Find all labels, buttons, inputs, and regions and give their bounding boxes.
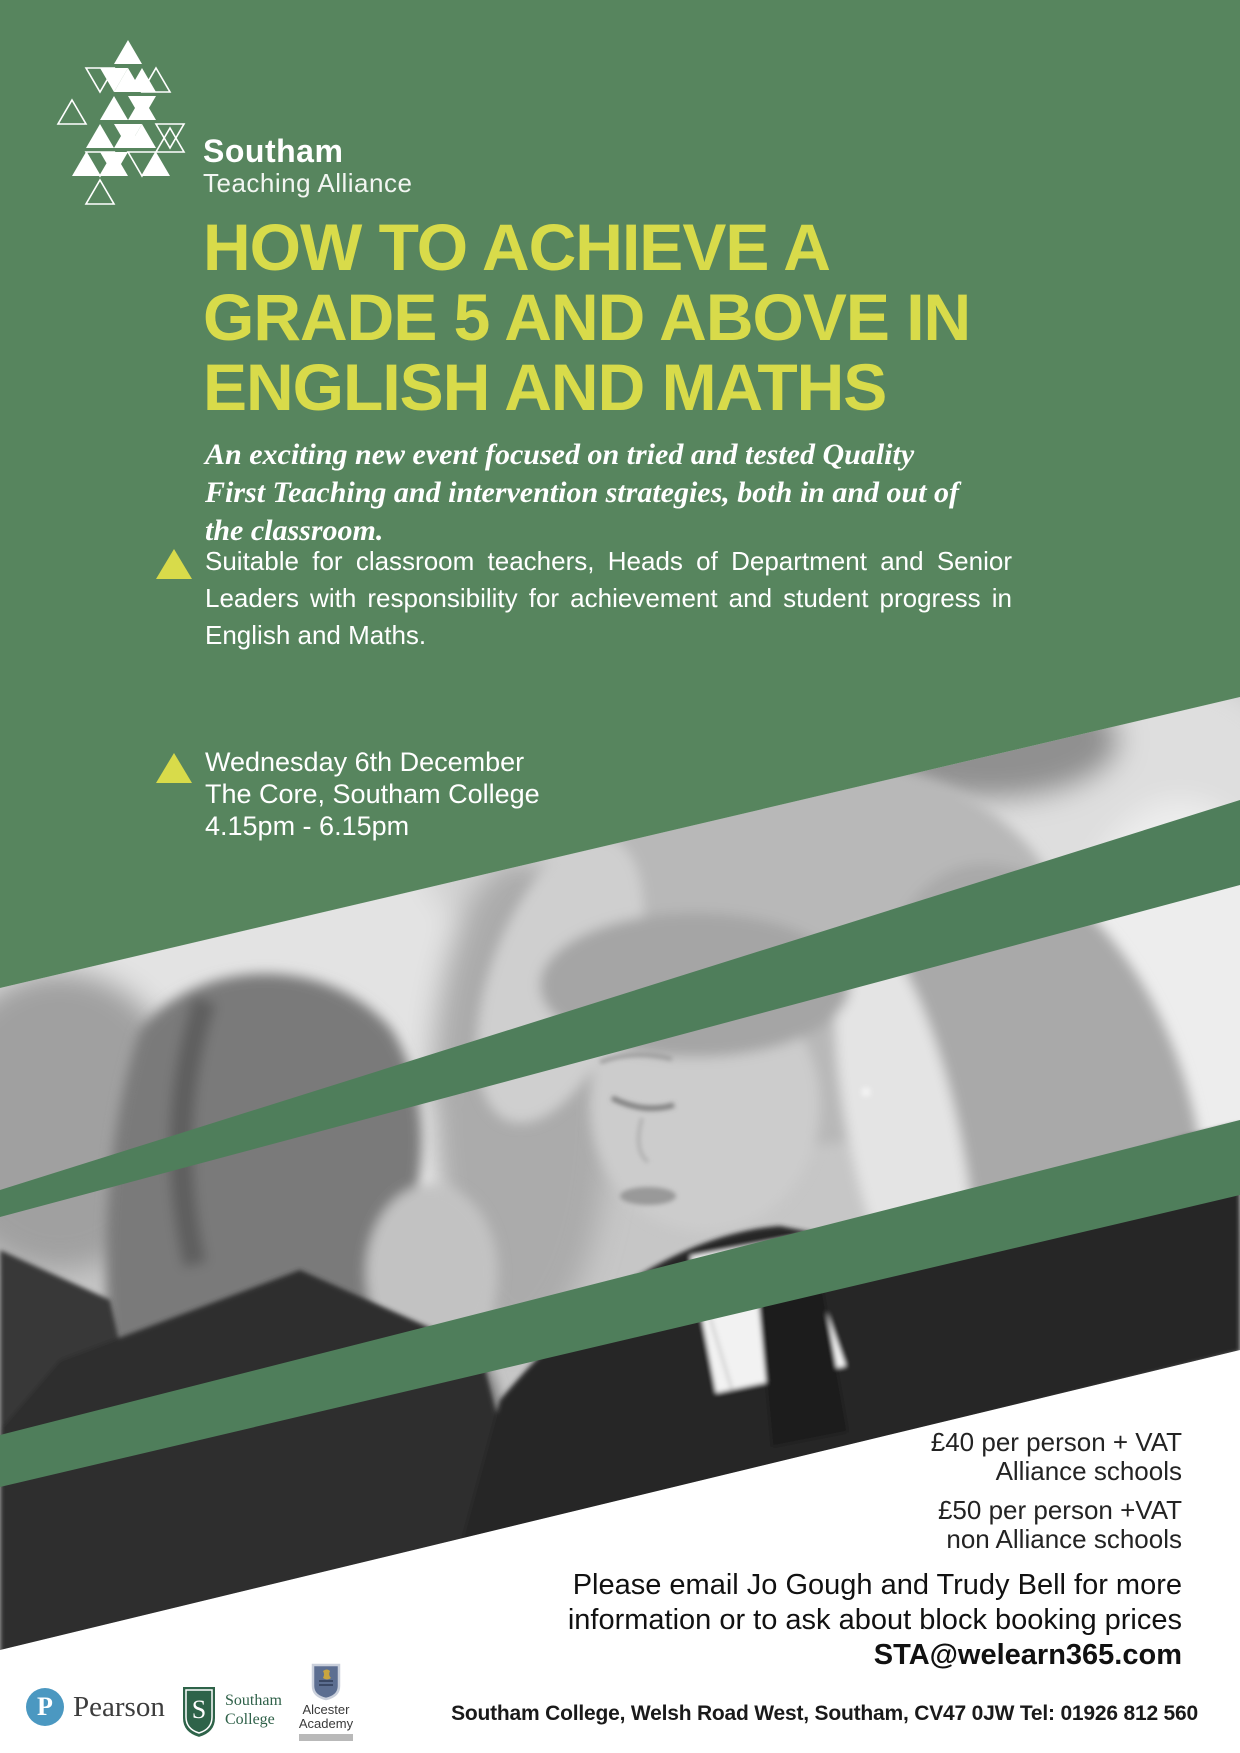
price-item [931,1428,1182,1486]
contact-block [568,1568,1182,1673]
southam-logo-label [225,1691,282,1729]
southam-logo-line: Southam [225,1692,282,1709]
price-amount: £40 per person + VAT [930,1427,1182,1457]
intro-line: the classroom. [205,514,384,547]
southam-college-logo [180,1684,282,1740]
southam-shield-icon [180,1684,218,1740]
alcester-crest-icon [311,1663,341,1701]
price-audience: Alliance schools [995,1456,1182,1486]
event-details-bullet-text [205,746,540,842]
intro-line: An exciting new event focused on tried and tested Quality [205,438,915,471]
intro-paragraph [205,436,1005,550]
contact-email: STA@welearn365.com [873,1639,1182,1671]
alcester-academy-logo [295,1663,357,1741]
alcester-logo-label [299,1703,353,1731]
event-date: Wednesday 6th December [205,747,525,777]
brand-name: Southam [203,133,344,169]
price-amount: £50 per person +VAT [937,1495,1182,1525]
southam-logo-line: College [225,1711,275,1728]
contact-line: information or to ask about block booking prices [567,1604,1182,1636]
pricing-block [931,1428,1182,1564]
price-item [931,1496,1182,1554]
alcester-logo-line: Academy [298,1716,354,1731]
pearson-logo-icon: P [26,1688,64,1726]
intro-line: First Teaching and intervention strategies, both in and out of [205,476,960,509]
pearson-logo-label: Pearson [73,1690,165,1723]
contact-line: Please email Jo Gough and Trudy Bell for more [572,1569,1182,1601]
title-line: ENGLISH AND MATHS [203,350,887,424]
page-title [203,212,1083,422]
address-line: Southam College, Welsh Road West, Southam, CV47 0JW Tel: 01926 812 560 [451,1702,1198,1725]
title-line: GRADE 5 AND ABOVE IN [203,280,971,354]
event-venue: The Core, Southam College [205,779,540,809]
title-line: HOW TO ACHIEVE A [203,210,830,284]
bullet-line: English and Maths. [205,620,427,650]
bullet-line: Leaders with responsibility for achievement and student progress in [205,583,1012,613]
pearson-logo [26,1688,165,1726]
event-time: 4.15pm - 6.15pm [205,811,410,841]
audience-bullet-text [205,543,1012,654]
southam-shield-letter: S [191,1695,207,1724]
price-audience: non Alliance schools [946,1524,1182,1554]
alcester-banner [299,1734,353,1741]
brand-subtitle: Teaching Alliance [203,168,413,198]
bullet-line: Suitable for classroom teachers, Heads of Department and Senior [205,546,1012,576]
alcester-logo-line: Alcester [302,1702,350,1717]
